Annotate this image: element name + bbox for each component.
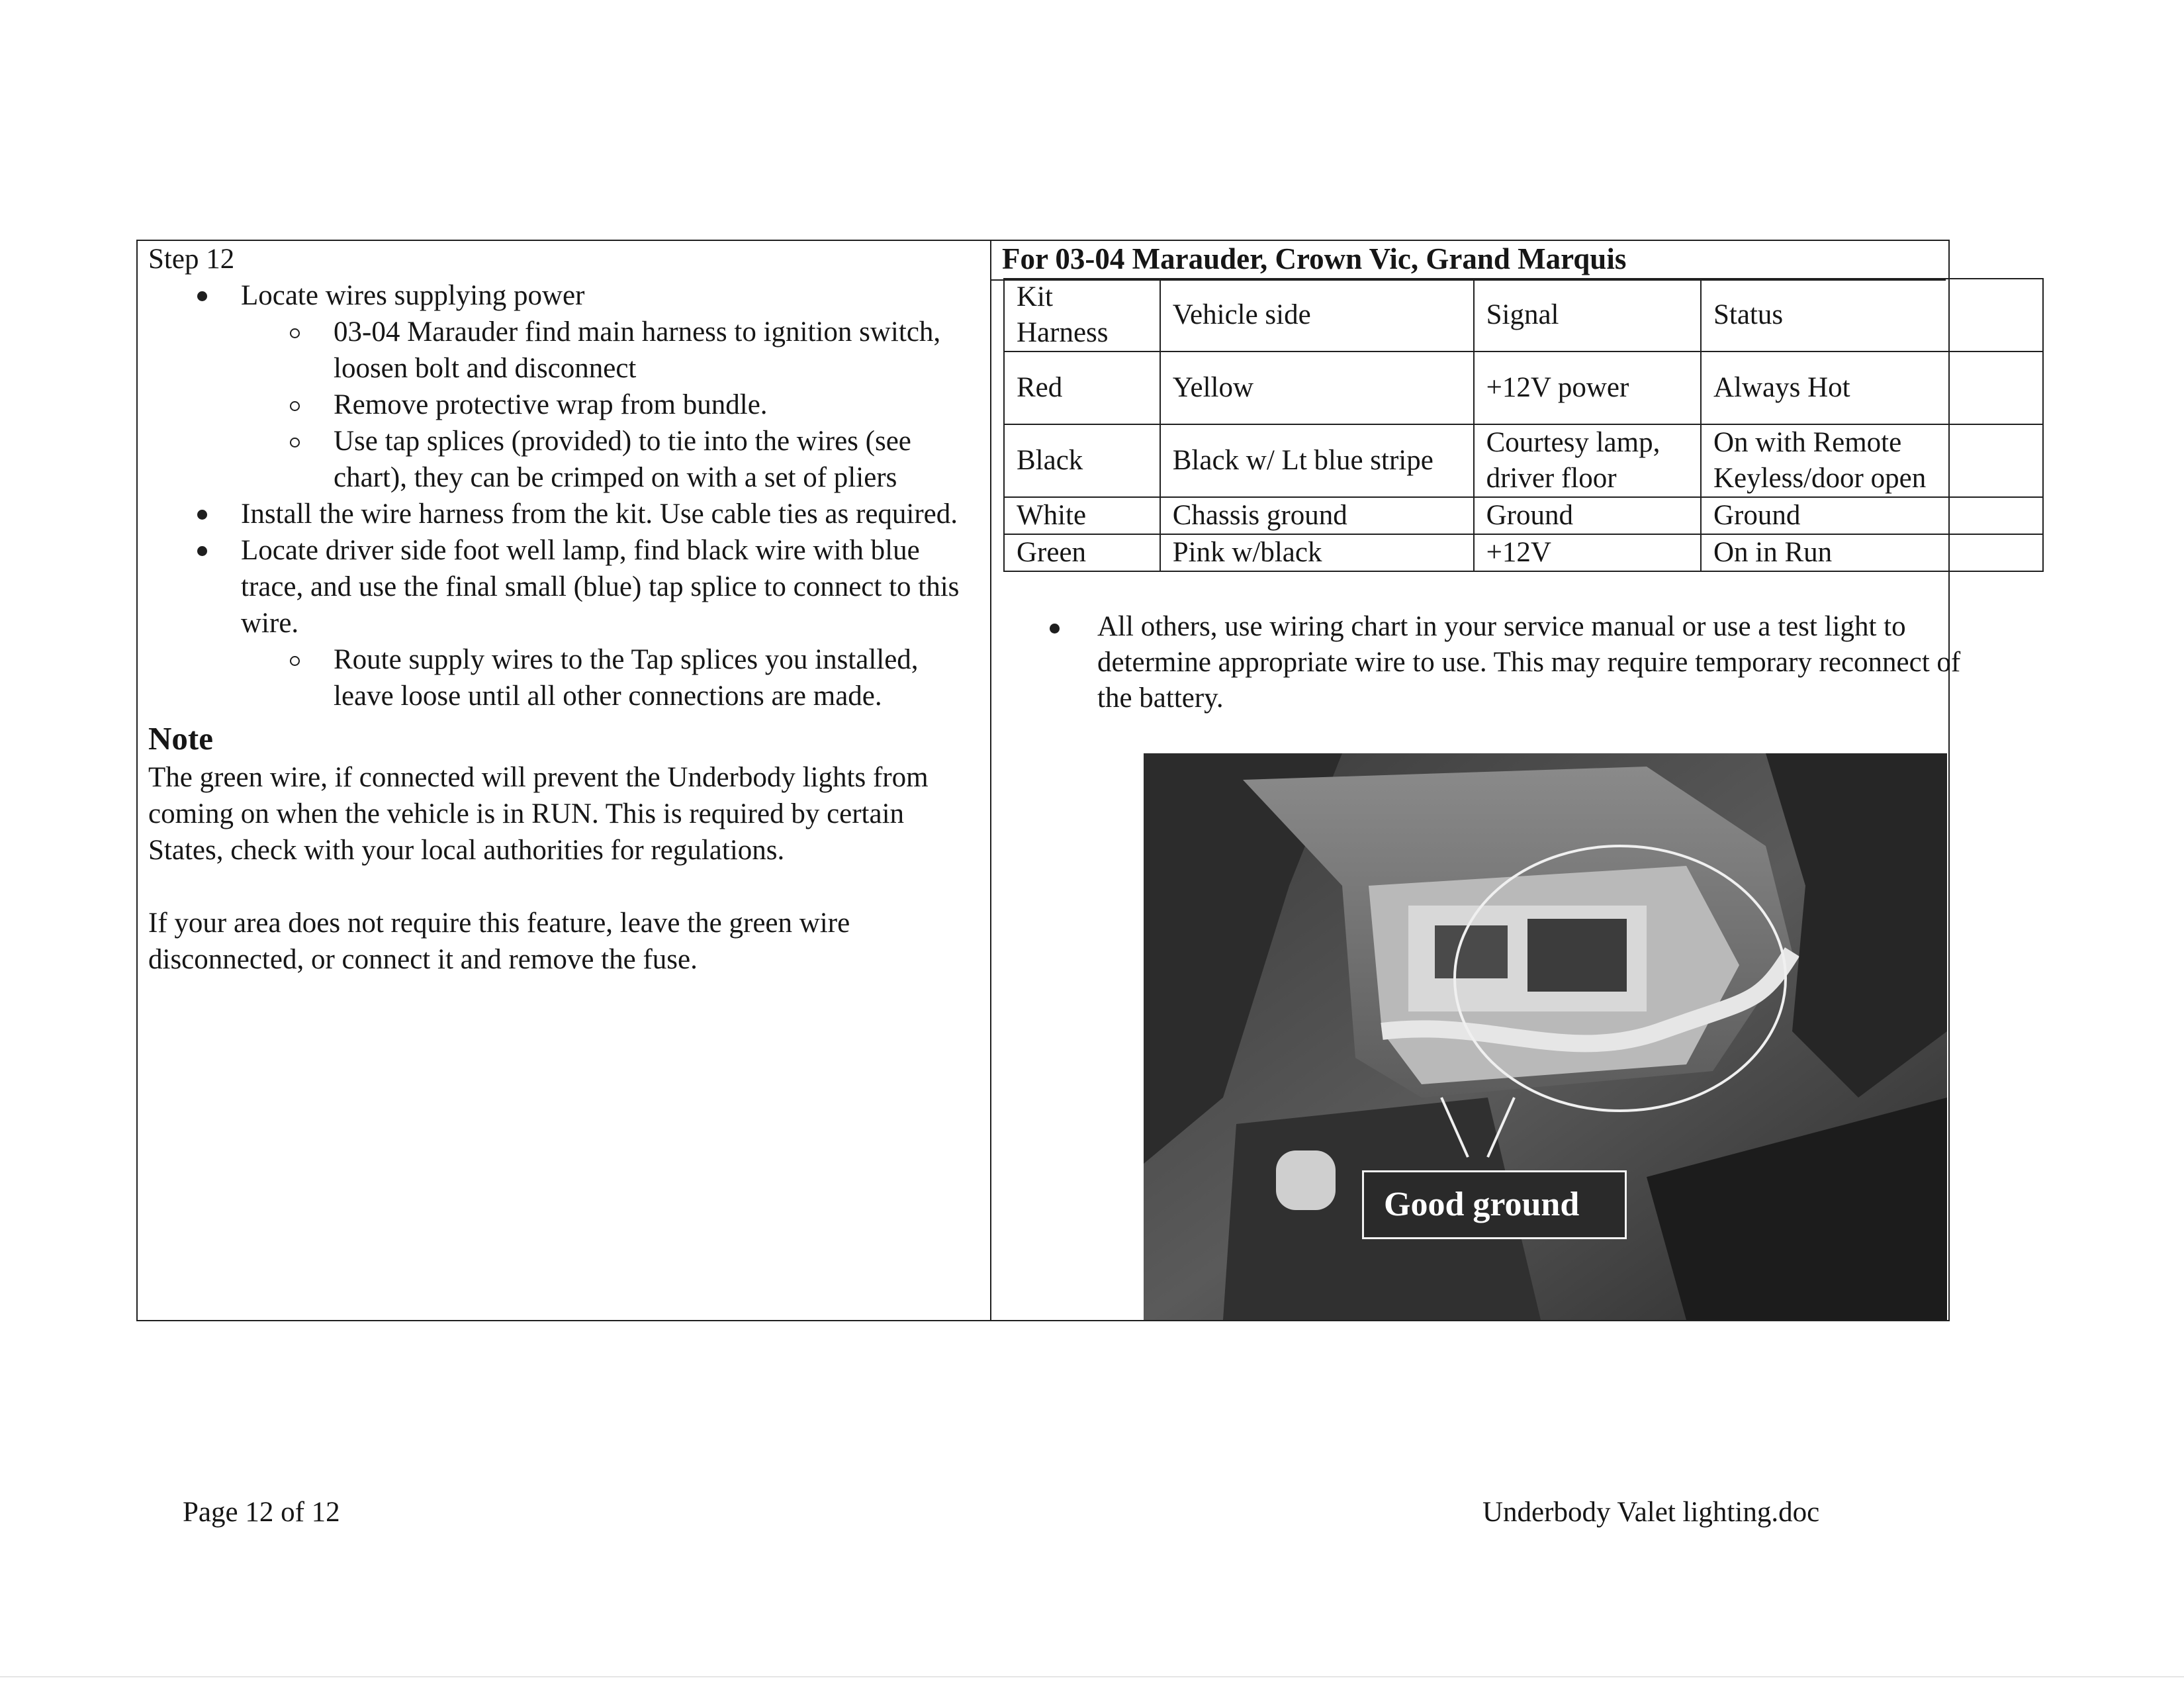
bullet-item: Locate driver side foot well lamp, find black wire with blue trace, and use the final small (blue) tap splice to connect to this wire. (148, 532, 983, 641)
table-cell: Red (1004, 352, 1160, 424)
bullet-item: All others, use wiring chart in your service manual or use a test light to determine appropriate wire to use. This may require temporary reconnect of the battery. (1050, 609, 1971, 716)
column-divider (990, 240, 991, 1321)
table-cell: White (1004, 497, 1160, 534)
page-number: Page 12 of 12 (183, 1497, 340, 1528)
bullet-dot-icon (197, 510, 207, 520)
wiring-table (1003, 278, 2044, 572)
bullet-dot-icon (1050, 624, 1060, 633)
table-cell: Pink w/black (1160, 534, 1474, 571)
document-filename: Underbody Valet lighting.doc (1482, 1497, 1820, 1528)
bullet-item: Install the wire harness from the kit. Use cable ties as required. (148, 496, 983, 532)
bullet-dot-icon (197, 546, 207, 556)
sub-bullet-circle-icon (290, 438, 300, 447)
bullet-dot-icon (197, 291, 207, 301)
photo-label: Good ground (1362, 1170, 1627, 1239)
sub-bullet-item: 03-04 Marauder find main harness to ignition switch, loosen bolt and disconnect (148, 314, 983, 387)
table-row (1004, 534, 2043, 571)
table-cell: Chassis ground (1160, 497, 1474, 534)
step-heading: Step 12 (148, 244, 235, 275)
table-cell: +12V power (1474, 352, 1701, 424)
table-cell: +12V (1474, 534, 1701, 571)
sub-bullet-circle-icon (290, 328, 300, 338)
table-cell: On in Run (1701, 534, 2043, 571)
table-cell: Always Hot (1701, 352, 2043, 424)
table-cell: On with Remote Keyless/door open (1701, 424, 2043, 497)
note-paragraph: If your area does not require this feature, leave the green wire disconnected, or connect it and remove the fuse. (148, 908, 850, 975)
table-cell: Courtesy lamp, driver floor (1474, 424, 1701, 497)
table-header-cell: Status (1701, 279, 2043, 352)
table-header-cell: Vehicle side (1160, 279, 1474, 352)
table-header-cell: Kit Harness (1004, 279, 1160, 352)
sub-bullet-item: Remove protective wrap from bundle. (148, 387, 983, 423)
sub-bullet-item: Route supply wires to the Tap splices you installed, leave loose until all other connections are made. (148, 641, 983, 714)
table-cell: Black (1004, 424, 1160, 497)
sub-bullet-item: Use tap splices (provided) to tie into the wires (see chart), they can be crimped on with a set of pliers (148, 423, 983, 496)
table-header-row (1004, 279, 2043, 352)
table-cell: Yellow (1160, 352, 1474, 424)
instructions-column (148, 241, 983, 978)
table-cell: Green (1004, 534, 1160, 571)
table-cell: Ground (1474, 497, 1701, 534)
table-row (1004, 424, 2043, 497)
table-row (1004, 497, 2043, 534)
table-title: For 03-04 Marauder, Crown Vic, Grand Marquis (1002, 242, 1627, 275)
sub-bullet-circle-icon (290, 656, 300, 666)
scan-edge (0, 1676, 2184, 1677)
table-cell: Black w/ Lt blue stripe (1160, 424, 1474, 497)
sub-bullet-circle-icon (290, 401, 300, 411)
note-paragraph: The green wire, if connected will prevent the Underbody lights from coming on when the vehicle is in RUN. This is required by certain States, check with your local authorities for regulations. (148, 762, 929, 866)
bullet-item: Locate wires supplying power (148, 277, 983, 314)
table-row (1004, 352, 2043, 424)
table-header-cell: Signal (1474, 279, 1701, 352)
table-cell: Ground (1701, 497, 2043, 534)
note-heading: Note (148, 720, 213, 757)
